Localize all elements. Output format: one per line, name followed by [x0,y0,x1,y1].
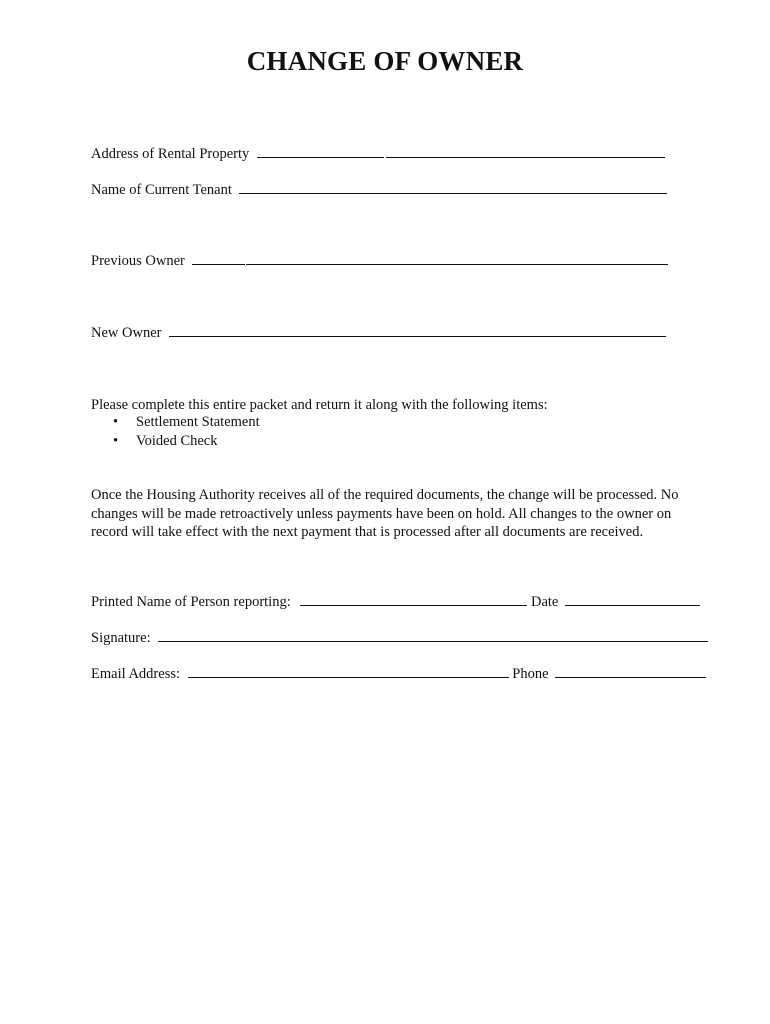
notice-paragraph: Once the Housing Authority receives all of the required documents, the change will be processed. No changes will be made retroactively unless payments have been on hold. All changes to the owner on record will take effect with the next payment that is processed after all documents are received. [91,487,679,540]
printed-name-label: Printed Name of Person reporting: [91,594,291,610]
printed-name-row [91,593,700,611]
date-label: Date [531,594,559,610]
phone-field[interactable] [555,665,706,678]
address-field-part2[interactable] [386,145,665,158]
signature-label: Signature: [91,630,151,646]
previous-owner-row [91,252,668,270]
previous-owner-label: Previous Owner [91,253,185,269]
list-item [91,432,260,451]
instructions-intro: Please complete this entire packet and return it along with the following items: [91,397,548,413]
address-row [91,145,665,163]
list-item [91,413,260,432]
tenant-row [91,181,667,199]
tenant-label: Name of Current Tenant [91,182,232,198]
printed-name-field[interactable] [300,593,527,606]
previous-owner-field-part1[interactable] [192,252,245,265]
new-owner-label: New Owner [91,325,162,341]
tenant-field[interactable] [239,181,667,194]
item-settlement-statement: Settlement Statement [136,414,260,430]
phone-label: Phone [512,666,549,682]
item-voided-check: Voided Check [136,433,218,449]
bullet-icon: • [113,414,119,430]
page-title: CHANGE OF OWNER [246,46,524,76]
new-owner-row [91,324,666,342]
address-label: Address of Rental Property [91,146,250,162]
email-row [91,665,706,683]
address-field-part1[interactable] [257,145,384,158]
email-label: Email Address: [91,666,181,682]
new-owner-field[interactable] [169,324,666,337]
signature-row [91,629,708,647]
signature-field[interactable] [158,629,708,642]
required-items-list [91,413,260,451]
date-field[interactable] [565,593,700,606]
email-field[interactable] [188,665,509,678]
previous-owner-field-part2[interactable] [246,252,668,265]
bullet-icon: • [113,433,119,449]
